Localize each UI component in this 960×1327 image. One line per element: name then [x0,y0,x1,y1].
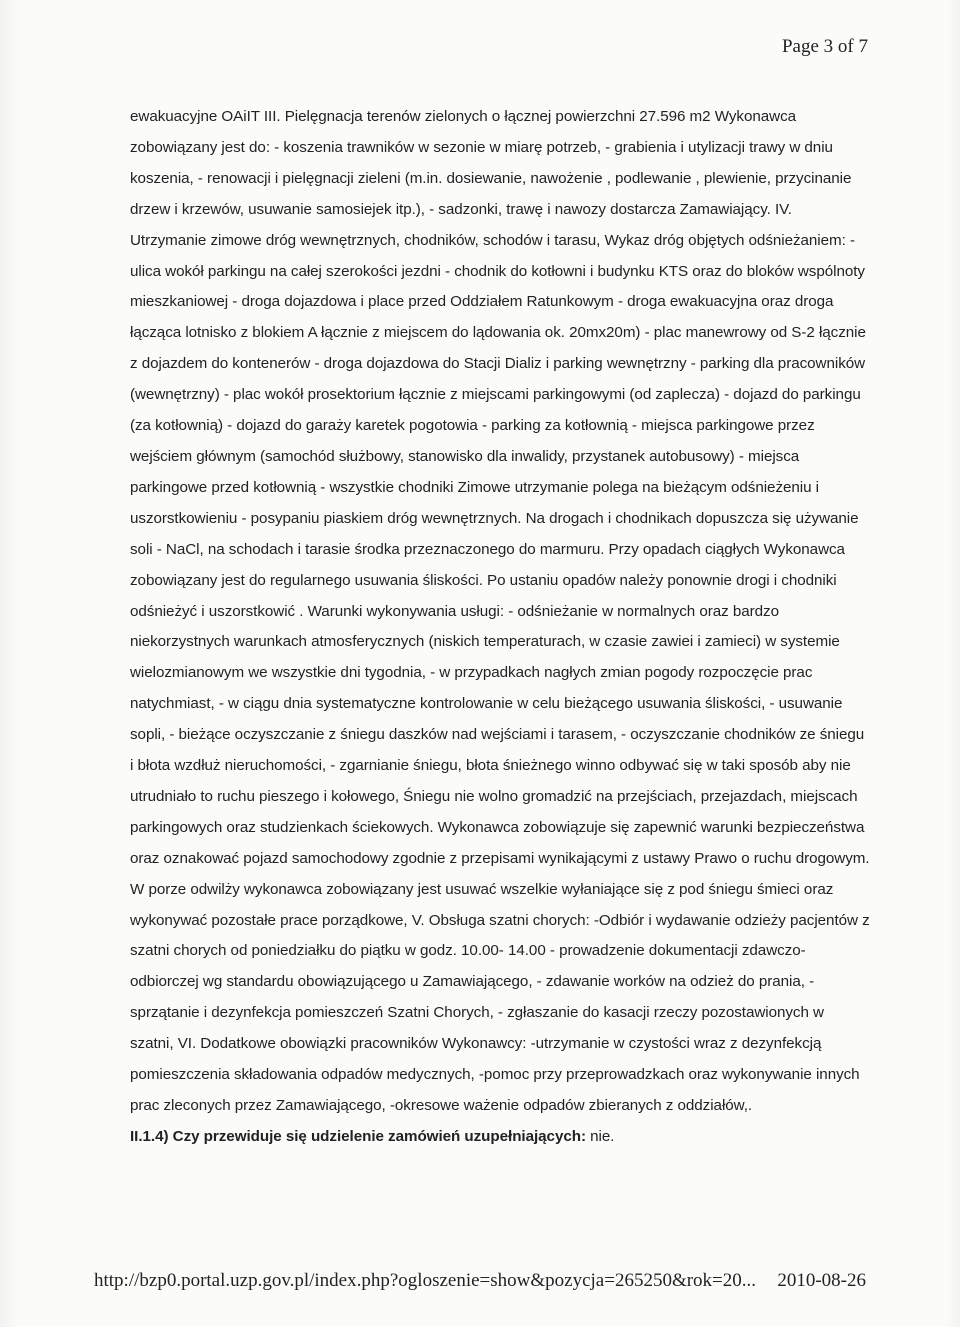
page-number: Page 3 of 7 [781,36,868,57]
document-body [130,102,870,1153]
section-ii-1-4 [130,1122,870,1153]
section-question: II.1.4) Czy przewiduje się udzielenie zamówień uzupełniających: [130,1127,586,1145]
footer-url: http://bzp0.portal.uzp.gov.pl/index.php?ogloszenie=show&pozycja=265250&rok=20... [94,1270,757,1291]
main-paragraph: ewakuacyjne OAiIT III. Pielęgnacja terenów zielonych o łącznej powierzchni 27.596 m2 Wykonawca zobowiązany jest do: - koszenia trawników w sezonie w miarę potrzeb, - grabienia i utylizacji trawy w dniu koszenia, - renowacji i pielęgnacji zieleni (m.in. dosiewanie, nawożenie , podlewanie , plewienie, przycinanie drzew i krzewów, usuwanie samosiejek itp.), - sadzonki, trawę i nawozy dostarcza Zamawiający. IV. Utrzymanie zimowe dróg wewnętrznych, chodników, schodów i tarasu, Wykaz dróg objętych odśnieżaniem: - ulica wokół parkingu na całej szerokości jezdni - chodnik do kotłowni i budynku KTS oraz do bloków wspólnoty mieszkaniowej - droga dojazdowa i place przed Oddziałem Ratunkowym - droga ewakuacyjna oraz droga łącząca lotnisko z blokiem A łącznie z miejscem do lądowania ok. 20mx20m) - plac manewrowy od S-2 łącznie z dojazdem do kontenerów - droga dojazdowa do Stacji Dializ i parking wewnętrzny - parking dla pracowników (wewnętrzny) - plac wokół prosektorium łącznie z miejscami parkingowymi (od zaplecza) - dojazd do parkingu (za kotłownią) - dojazd do garaży karetek pogotowia - parking za kotłownią - miejsca parkingowe przez wejściem głównym (samochód służbowy, stanowisko dla inwalidy, przystanek autobusowy) - miejsca parkingowe przed kotłownią - wszystkie chodniki Zimowe utrzymanie polega na bieżącym odśnieżeniu i uszorstkowieniu - posypaniu piaskiem dróg wewnętrznych. Na drogach i chodnikach dopuszcza się używanie soli - NaCl, na schodach i tarasie środka przeznaczonego do marmuru. Przy opadach ciągłych Wykonawca zobowiązany jest do regularnego usuwania śliskości. Po ustaniu opadów należy ponownie drogi i chodniki odśnieżyć i uszorstkowić . Warunki wykonywania usługi: - odśnieżanie w normalnych oraz bardzo niekorzystnych warunkach atmosferycznych (niskich temperaturach, w czasie zawiei i zamieci) w systemie wielozmianowym we wszystkie dni tygodnia, - w przypadkach nagłych zmian pogody rozpoczęcie prac natychmiast, - w ciągu dnia systematyczne kontrolowanie w celu bieżącego usuwania śliskości, - usuwanie sopli, - bieżące oczyszczanie z śniegu daszków nad wejściami i tarasem, - oczyszczanie chodników ze śniegu i błota wzdłuż nieruchomości, - zgarnianie śniegu, błota śnieżnego winno odbywać się w taki sposób aby nie utrudniało to ruchu pieszego i kołowego, Śniegu nie wolno gromadzić na przejściach, przejazdach, miejscach parkingowych oraz studzienkach ściekowych. Wykonawca zobowiązuje się zapewnić warunki bezpieczeństwa oraz oznakować pojazd samochodowy zgodnie z przepisami wynikającymi z ustawy Prawo o ruchu drogowym. W porze odwilży wykonawca zobowiązany jest usuwać wszelkie wyłaniające się z pod śniegu śmieci oraz wykonywać pozostałe prace porządkowe, V. Obsługa szatni chorych: -Odbiór i wydawanie odzieży pacjentów z szatni chorych od poniedziałku do piątku w godz. 10.00- 14.00 - prowadzenie dokumentacji zdawczo-odbiorczej wg standardu obowiązującego u Zamawiającego, - zdawanie worków na odzież do prania, - sprzątanie i dezynfekcja pomieszczeń Szatni Chorych, - zgłaszanie do kasacji rzeczy pozostawionych w szatni, VI. Dodatkowe obowiązki pracowników Wykonawcy: -utrzymanie w czystości wraz z dezynfekcją pomieszczenia składowania odpadów medycznych, -pomoc przy przeprowadzkach oraz wykonywanie innych prac zleconych przez Zamawiającego, -okresowe ważenie odpadów zbieranych z oddziałów,. [130,108,870,1114]
section-answer: nie. [590,1127,615,1145]
footer-date: 2010-08-26 [777,1270,866,1291]
